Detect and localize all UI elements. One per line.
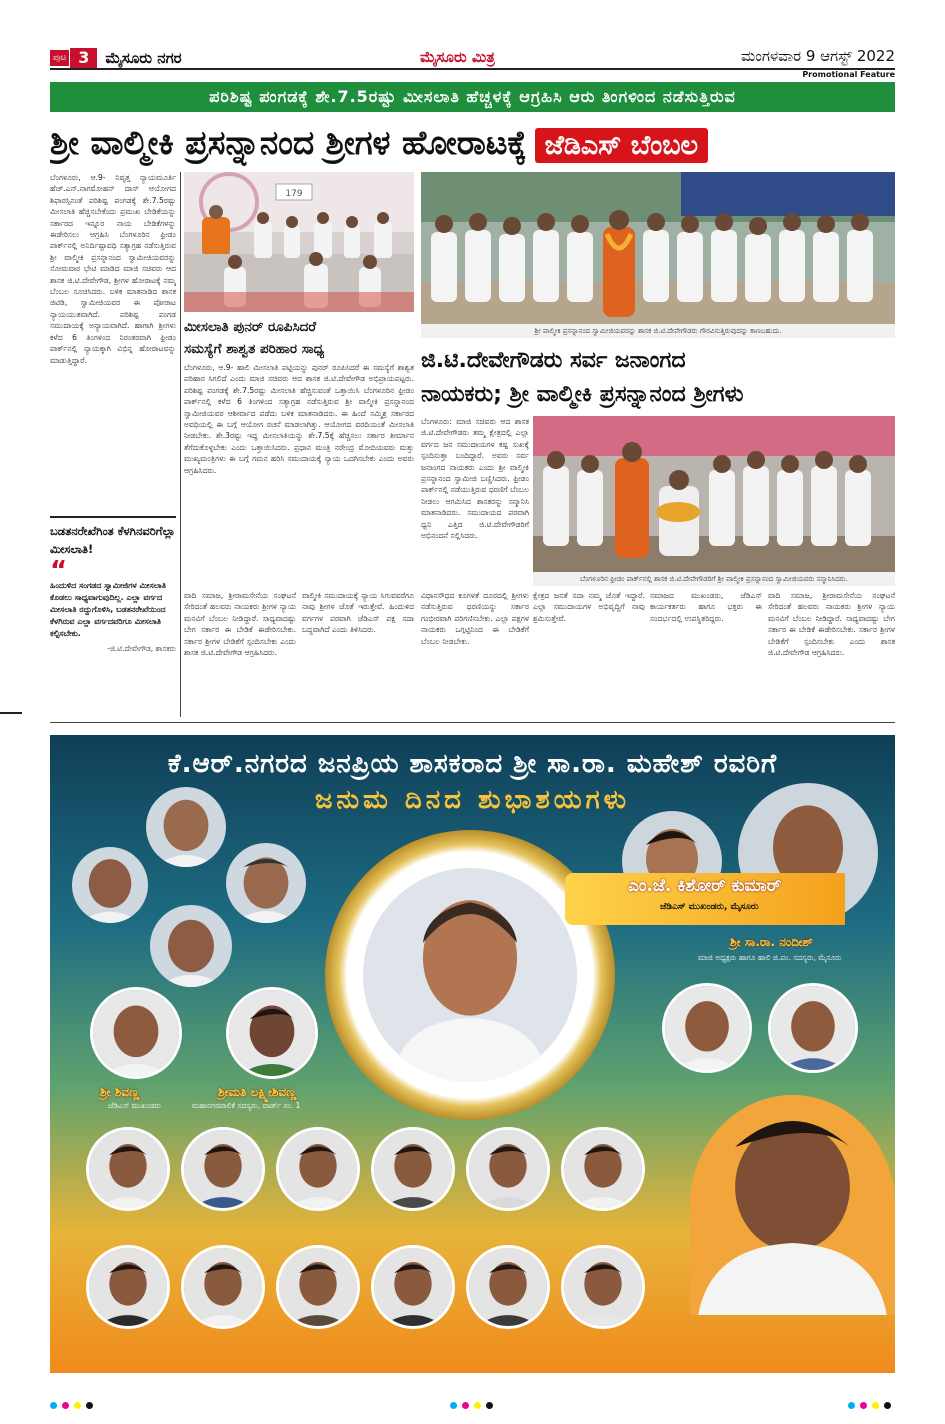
leader-photo-3: [226, 843, 306, 923]
story-column-7: ವಾದಿ ಸಮಾಜ, ಶ್ರೀರಾಮಸೇನೆಯ ಸಂಘಟನೆ ಸೇರಿದಂತೆ ಹಲವರು ನಾಯಕರು ಶ್ರೀಗಳ ನ್ಯಾಯ ಮನವಿಗೆ ಬೆಂಬಲ ನೀಡಿದ್ದಾರೆ. ಸಾಧ್ಯವಾದಷ್ಟು ಬೇಗ ಸರ್ಕಾರ ಈ ಬೇಡಿಕೆ ಈಡೇರಿಸಬೇಕು. ಸರ್ಕಾರ ಶ್ರೀಗಳ ಬೇಡಿಕೆಗೆ ಸ್ಪಂದಿಸಬೇಕು ಎಂದು ಶಾಸಕ ಜಿ.ಟಿ.ದೇವೇಗೌಡ ಆಗ್ರಹಿಸಿದರು.: [768, 591, 895, 658]
ad-title: ಕೆ.ಆರ್.ನಗರದ ಜನಪ್ರಿಯ ಶಾಸಕರಾದ ಶ್ರೀ ಸಾ.ರಾ. ಮಹೇಶ್ ರವರಿಗೆ: [167, 749, 778, 779]
black-dot: [486, 1402, 493, 1409]
paper-logo: ಮೈಸೂರು ಮಿತ್ರ: [420, 48, 495, 66]
shivanna-photo: [90, 987, 182, 1079]
column-rule: [180, 172, 181, 717]
ad-person-1-role: ಮಾಜಿ ಅಧ್ಯಕ್ಷರು ಹಾಗೂ ಹಾಲಿ ಜಿ.ಪಂ. ಸದಸ್ಯರು, ಮೈಸೂರು: [698, 953, 842, 962]
story-column-5: ಕ್ಷೇತ್ರದ ಜನತೆ ಸದಾ ನಮ್ಮ ಜೊತೆ ಇದ್ದಾರೆ. ಎಲ್ಲಾ ಸಮುದಾಯಗಳ ಅಭಿವೃದ್ಧಿಗೆ ನಾವು ಶ್ರಮಿಸುತ್ತೇವೆ.: [533, 591, 645, 623]
magenta-dot: [462, 1402, 469, 1409]
supporter-photo: [466, 1127, 550, 1211]
masthead: [50, 46, 895, 70]
yellow-dot: [872, 1402, 879, 1409]
ad-subtitle: ಜನುಮ ದಿನದ ಶುಭಾಶಯಗಳು: [314, 785, 631, 815]
photo-caption-bottom: ಬೆಂಗಳೂರಿನ ಫ್ರೀಡಂ ಪಾರ್ಕ್‌ನಲ್ಲಿ ಶಾಸಕ ಜಿ.ಟಿ.ದೇವೇಗೌಡರಿಗೆ ಶ್ರೀ ವಾಲ್ಮೀಕಿ ಪ್ರಸನ್ನಾನಂದ ಸ್ವಾಮೀಜಿಯವರು ಸನ್ಮಾನಿಸಿದರು.: [533, 572, 895, 586]
page-tag: [50, 48, 182, 68]
photo-caption-top: ಶ್ರೀ ವಾಲ್ಮೀಕಿ ಪ್ರಸನ್ನಾನಂದ ಸ್ವಾಮೀಜಿಯವರನ್ನು ಶಾಸಕ ಜಿ.ಟಿ.ದೇವೇಗೌಡರು ಗೌರವಿಸುತ್ತಿರುವುದನ್ನು ಕಾಣಬಹುದು.: [421, 324, 895, 338]
birthday-advertisement: [50, 735, 895, 1373]
supporter-photo: [181, 1127, 265, 1211]
sub-story-1-title: [184, 316, 414, 360]
quote-body: ಹಿಂದುಳಿದ ಸಂಗಡದ ಸ್ವಾಮೀಜಿಗಳ ಮೀಸಲಾತಿ ಕೊಡಲು ಸಾಧ್ಯವಾಗುವುದಿಲ್ಲ. ಎಲ್ಲಾ ವರ್ಗದ ಮೀಸಲಾತಿ ರದ್ದುಗೊಳಿಸಿ, ಬಡತನರೇಖೆಯಿಂದ ಕೆಳಗಿರುವ ಎಲ್ಲಾ ವರ್ಗದವರಿಗೂ ಮೀಸಲಾತಿ ಕಲ್ಪಿಸಬೇಕು.: [50, 581, 166, 638]
story-column-1: ಬೆಂಗಳೂರು, ಆ.9- ನಿವೃತ್ತ ನ್ಯಾಯಮೂರ್ತಿ ಹೆಚ್.ಎನ್.ನಾಗಮೋಹನ್ ದಾಸ್ ಆಯೋಗದ ಶಿಫಾರಸ್ಸಿನಂತೆ ಪರಿಶಿಷ್ಟ ಪಂಗಡಕ್ಕೆ ಶೇ.7.5ರಷ್ಟು ಮೀಸಲಾತಿ ಹೆಚ್ಚಿಸಬೇಕೆಂದು ಪ್ರಮುಖ ಬೇಡಿಕೆಯನ್ನು ಸರ್ಕಾರದ ಇನ್ನೂರ ನಾಯ ಬೇಡಿಕೆಗಳನ್ನು ಈಡೇರಿಸಲು ಆಗ್ರಹಿಸಿ ಬೆಂಗಳೂರಿನ ಫ್ರೀಡಂ ಪಾರ್ಕ್‌ನಲ್ಲಿ ಅನಿರ್ದಿಷ್ಟಾವಧಿ ಸತ್ಯಾಗ್ರಹ ನಡೆಸುತ್ತಿರುವ ಶ್ರೀ ವಾಲ್ಮೀಕಿ ಪ್ರಸನ್ನಾನಂದ ಸ್ವಾಮೀಜಿಯವರನ್ನು ಸೋಮವಾರ ಭೇಟಿ ಮಾಡಿದ ಮಾಜಿ ಸಚಿವರು ಆದ ಶಾಸಕ ಜಿ.ಟಿ.ದೇವೇಗೌಡ, ಶ್ರೀಗಳ ಹೋರಾಟಕ್ಕೆ ನಮ್ಮ ಬೆಂಬಲ ಸೂಚಿಸಿದರು. ಬಳಿಕ ಮಾತನಾಡಿದ ಶಾಸಕ ಜಿಟಿಡಿ, ಸ್ವಾಮೀಜಿಯವರ ಈ ಪೋರಾಟ ನ್ಯಾಯಯುತವಾಗಿದೆ. ಪರಿಶಿಷ್ಟ ಪಂಗಡ ಸಮುದಾಯಕ್ಕೆ ಅನ್ಯಾಯವಾಗಿದೆ. ಹಾಗಾಗಿ ಶ್ರೀಗಳು ಕಳೆದ 6 ತಿಂಗಳಿಂದ ನಿರಂತರವಾಗಿ ಫ್ರೀಡಂ ಪಾರ್ಕ್‌ನಲ್ಲಿ ನ್ಯಾಯಕ್ಕಾಗಿ ವಿಭಿನ್ನ ಹೋರಾಟವನ್ನು ಮಾಡುತ್ತಿದ್ದಾರೆ.: [50, 173, 176, 365]
promotional-feature-label: Promotional Feature: [802, 70, 895, 79]
group-photo-top: [421, 172, 895, 324]
ad-person-1-name: ಶ್ರೀ ಸಾ.ರಾ. ನಂದೀಶ್: [730, 935, 813, 949]
felicitation-photo: [533, 416, 895, 572]
supporter-photo: [276, 1245, 360, 1329]
cyan-dot: [450, 1402, 457, 1409]
quote-box: [50, 516, 176, 716]
section-name: ಮೈಸೂರು ನಗರ: [105, 49, 182, 67]
yellow-dot: [474, 1402, 481, 1409]
cyan-dot: [848, 1402, 855, 1409]
sub-story-1-title-line2: ಸಮಸ್ಯೆಗೆ ಶಾಶ್ವತ ಪರಿಹಾರ ಸಾಧ್ಯ: [184, 341, 325, 357]
leader-photo-2: [72, 847, 148, 923]
quote-signature: -ಜಿ.ಟಿ.ದೇವೇಗೌಡ, ಶಾಸಕರು: [107, 644, 176, 653]
supporter-photo: [561, 1127, 645, 1211]
black-dot: [884, 1402, 891, 1409]
ad-person-2-name: ಶ್ರೀ ಶಿವಣ್ಣ: [100, 1085, 140, 1099]
headline-main: ಶ್ರೀ ವಾಲ್ಮೀಕಿ ಪ್ರಸನ್ನಾನಂದ ಶ್ರೀಗಳ ಹೋರಾಟಕ್ಕೆ: [50, 123, 527, 162]
supporter-photo: [561, 1245, 645, 1329]
story-column-3: ವಾಲ್ಮೀಕಿ ಸಮುದಾಯಕ್ಕೆ ನ್ಯಾಯ ಸಿಗುವವರೆಗೂ ನಾವು ಶ್ರೀಗಳ ಜೊತೆ ಇರುತ್ತೇವೆ. ಹಿಂದುಳಿದ ವರ್ಗಗಳ ಪರವಾಗಿ ಜೆಡಿಎಸ್ ಪಕ್ಷ ಸದಾ ಬದ್ಧವಾಗಿದೆ ಎಂದು ತಿಳಿಸಿದರು.: [302, 591, 414, 635]
supporter-photo: [181, 1245, 265, 1329]
issue-date: ಮಂಗಳವಾರ 9 ಆಗಸ್ಟ್ 2022: [741, 47, 895, 65]
ad-person-2-role: ಜೆಡಿಎಸ್ ಮುಖಂಡರು: [108, 1101, 162, 1110]
leader-photo-5: [662, 983, 752, 1073]
ad-person-4-name: ಎಂ.ಜೆ. ಕಿಶೋರ್ ಕುಮಾರ್: [628, 876, 782, 896]
sub-story-2-title: [421, 344, 895, 412]
sub-story-2-title-line1: ಜಿ.ಟಿ.ದೇವೇಗೌಡರು ಸರ್ವ ಜನಾಂಗದ: [421, 348, 686, 373]
supporter-photo: [371, 1245, 455, 1329]
ad-person-3-name: ಶ್ರೀಮತಿ ಲಕ್ಷ್ಮೀಶಿವಣ್ಣ: [218, 1085, 297, 1099]
quote-mark: “: [50, 556, 68, 586]
registration-marks-left: [50, 1402, 93, 1412]
supporter-photo: [276, 1127, 360, 1211]
page-label: ಪುಟ: [50, 50, 69, 66]
sub-story-2-body: ಬೆಂಗಳೂರು: ಮಾಜಿ ಸಚಿವರು ಆದ ಶಾಸಕ ಜಿ.ಟಿ.ದೇವೇಗೌಡರು ತಮ್ಮ ಕ್ಷೇತ್ರದಲ್ಲಿ ಎಲ್ಲಾ ವರ್ಗದ ಜನ ಸಮುದಾಯಗಳ ಕಷ್ಟ ಸುಖಕ್ಕೆ ಸ್ಪಂದಿಸುತ್ತಾ ಬಂದಿದ್ದಾರೆ. ಅವರು ಸರ್ವ ಜನಾಂಗದ ನಾಯಕರು ಎಂದು ಶ್ರೀ ವಾಲ್ಮೀಕಿ ಪ್ರಸನ್ನಾನಂದ ಸ್ವಾಮೀಜಿ ಬಣ್ಣಿಸಿದರು. ಫ್ರೀಡಂ ಪಾರ್ಕ್‌ನಲ್ಲಿ ನಡೆಯುತ್ತಿರುವ ಧರಣಿಗೆ ಬೆಂಬಲ ನೀಡಲು ಆಗಮಿಸಿದ ಶಾಸಕರನ್ನು ಸನ್ಮಾನಿಸಿ ಮಾತನಾಡಿದರು. ಸಮುದಾಯದ ಪರವಾಗಿ ಧ್ವನಿ ಎತ್ತಿದ ಜಿ.ಟಿ.ದೇವೇಗೌಡರಿಗೆ ಅಭಿನಂದನೆ ಸಲ್ಲಿಸಿದರು.: [421, 417, 529, 541]
leader-photo-6: [768, 983, 858, 1073]
registration-marks-right: [848, 1402, 891, 1412]
supporter-photo: [466, 1245, 550, 1329]
supporter-photo: [86, 1127, 170, 1211]
leader-photo-4: [150, 905, 232, 987]
story-column-4: ವಿಧಾನಸೌಧದ ಕೂಗಳತೆ ದೂರದಲ್ಲಿ ಶ್ರೀಗಳು ನಡೆಸುತ್ತಿರುವ ಧರಣಿಯನ್ನು ಸರ್ಕಾರ ಗಂಭೀರವಾಗಿ ಪರಿಗಣಿಸಬೇಕು. ಎಲ್ಲಾ ಪಕ್ಷಗಳ ನಾಯಕರು ಒಗ್ಗಟ್ಟಿನಿಂದ ಈ ಬೇಡಿಕೆಗೆ ಬೆಂಬಲ ನೀಡಬೇಕು.: [421, 591, 529, 646]
sub-story-1-body: ಬೆಂಗಳೂರು, ಆ.9- ಹಾಲಿ ಮೀಸಲಾತಿ ಪಟ್ಟಿಯನ್ನು ಪುನರ್ ರೂಪಿಸಿದರೆ ಈ ಸಮಸ್ಯೆಗೆ ಶಾಶ್ವತ ಪರಿಹಾರ ಸಿಗಲಿದೆ ಎಂದು ಮಾಜಿ ಸಚಿವರು ಆದ ಶಾಸಕ ಜಿ.ಟಿ.ದೇವೇಗೌಡ ಅಭಿಪ್ರಾಯಪಟ್ಟರು. ಪರಿಶಿಷ್ಟ ಪಂಗಡಕ್ಕೆ ಶೇ.7.5ರಷ್ಟು ಮೀಸಲಾತಿ ಹೆಚ್ಚಿಸುವಂತೆ ಒತ್ತಾಯಿಸಿ ಬೆಂಗಳೂರಿನ ಫ್ರೀಡಂ ಪಾರ್ಕ್‌ನಲ್ಲಿ ಕಳೆದ 6 ತಿಂಗಳಿಂದ ಸತ್ಯಾಗ್ರಹ ನಡೆಸುತ್ತಿರುವ ಶ್ರೀ ವಾಲ್ಮೀಕಿ ಪ್ರಸನ್ನಾನಂದ ಸ್ವಾಮೀಜಿಯವರ ಆಶೀರ್ವಾದ ಪಡೆದು ಬಳಿಕ ಮಾತನಾಡಿದರು. ಈ ಹಿಂದೆ ಸಮ್ಮಿಶ್ರ ಸರ್ಕಾರದ ಅವಧಿಯಲ್ಲಿ ಈ ಬಗ್ಗೆ ಆಯೋಗ ರಚನೆ ಮಾಡಲಾಗಿತ್ತು. ಆಯೋಗದ ವರದಿಯಂತೆ ಮೀಸಲಾತಿ ನೀಡಬೇಕು. ಶೇ.3ರಷ್ಟು ಇದ್ದ ಮೀಸಲಾತಿಯನ್ನು ಶೇ.7.5ಕ್ಕೆ ಹೆಚ್ಚಿಸಲು ಸರ್ಕಾರ ತೀರ್ಮಾನ ತೆಗೆದುಕೊಳ್ಳಬೇಕು ಎಂದು ಒತ್ತಾಯಿಸಿದರು. ಪ್ರಧಾನ ಮಂತ್ರಿ ನರೇಂದ್ರ ಮೋದಿಯವರು ಮತ್ತು ಮುಖ್ಯಮಂತ್ರಿಗಳು ಈ ಬಗ್ಗೆ ಗಮನ ಹರಿಸಿ ಸಮುದಾಯಕ್ಕೆ ನ್ಯಾಯ ಒದಗಿಸಬೇಕು ಎಂದು ಅವರು ಆಗ್ರಹಿಸಿದರು.: [184, 363, 414, 475]
crop-mark: [0, 712, 22, 714]
page-number: 3: [70, 48, 97, 68]
ad-person-3-role: ಮಹಾನಗರಪಾಲಿಕೆ ಸದಸ್ಯರು, ವಾರ್ಡ್ ನಂ. 1: [192, 1101, 301, 1110]
leader-photo-1: [146, 787, 226, 867]
sub-story-1-title-line1: ಮೀಸಲಾತಿ ಪುನರ್ ರೂಪಿಸಿದರೆ: [184, 319, 317, 335]
strap-line: ಪರಿಶಿಷ್ಟ ಪಂಗಡಕ್ಕೆ ಶೇ.7.5ರಷ್ಟು ಮೀಸಲಾತಿ ಹೆಚ್ಚಳಕ್ಕೆ ಆಗ್ರಹಿಸಿ ಆರು ತಿಂಗಳಿಂದ ನಡೆಸುತ್ತಿರುವ: [50, 82, 895, 112]
ad-person-4-role: ಜೆಡಿಎಸ್ ಮುಖಂಡರು, ಮೈಸೂರು: [660, 902, 759, 912]
registration-marks-center: [450, 1402, 493, 1412]
section-rule: [50, 722, 895, 723]
story-column-6: ಸಮಾಜದ ಮುಖಂಡರು, ಜೆಡಿಎಸ್ ಕಾರ್ಯಕರ್ತರು ಹಾಗೂ ಭಕ್ತರು ಈ ಸಂದರ್ಭದಲ್ಲಿ ಉಪಸ್ಥಿತರಿದ್ದರು.: [650, 591, 762, 623]
kishore-kumar-photo: [690, 1095, 895, 1315]
yellow-dot: [74, 1402, 81, 1409]
lakshmi-shivanna-photo: [226, 987, 318, 1079]
sub-story-2-title-line2: ನಾಯಕರು; ಶ್ರೀ ವಾಲ್ಮೀಕಿ ಪ್ರಸನ್ನಾನಂದ ಶ್ರೀಗಳು: [421, 382, 744, 407]
black-dot: [86, 1402, 93, 1409]
banner-number: 179: [285, 189, 303, 199]
headline: [50, 116, 895, 170]
story-column-2: ವಾದಿ ಸಮಾಜ, ಶ್ರೀರಾಮಸೇನೆಯ ಸಂಘಟನೆ ಸೇರಿದಂತೆ ಹಲವರು ನಾಯಕರು ಶ್ರೀಗಳ ನ್ಯಾಯ ಮನವಿಗೆ ಬೆಂಬಲ ನೀಡಿದ್ದಾರೆ. ಸಾಧ್ಯವಾದಷ್ಟು ಬೇಗ ಸರ್ಕಾರ ಈ ಬೇಡಿಕೆ ಈಡೇರಿಸಬೇಕು. ಸರ್ಕಾರ ಶ್ರೀಗಳ ಬೇಡಿಕೆಗೆ ಸ್ಪಂದಿಸಬೇಕು ಎಂದು ಶಾಸಕ ಜಿ.ಟಿ.ದೇವೇಗೌಡ ಆಗ್ರಹಿಸಿದರು.: [184, 591, 296, 658]
quote-box-title: ಬಡತನರೇಖೆಗಿಂತ ಕೆಳಗಿನವರಿಗೆಲ್ಲಾ ಮೀಸಲಾತಿ!: [50, 524, 176, 556]
cyan-dot: [50, 1402, 57, 1409]
headline-highlight: ಜೆಡಿಎಸ್ ಬೆಂಬಲ: [535, 128, 708, 163]
supporter-photo: [371, 1127, 455, 1211]
supporter-photo: [86, 1245, 170, 1329]
magenta-dot: [62, 1402, 69, 1409]
center-portrait: [363, 868, 577, 1082]
meeting-photo: [184, 172, 414, 312]
magenta-dot: [860, 1402, 867, 1409]
